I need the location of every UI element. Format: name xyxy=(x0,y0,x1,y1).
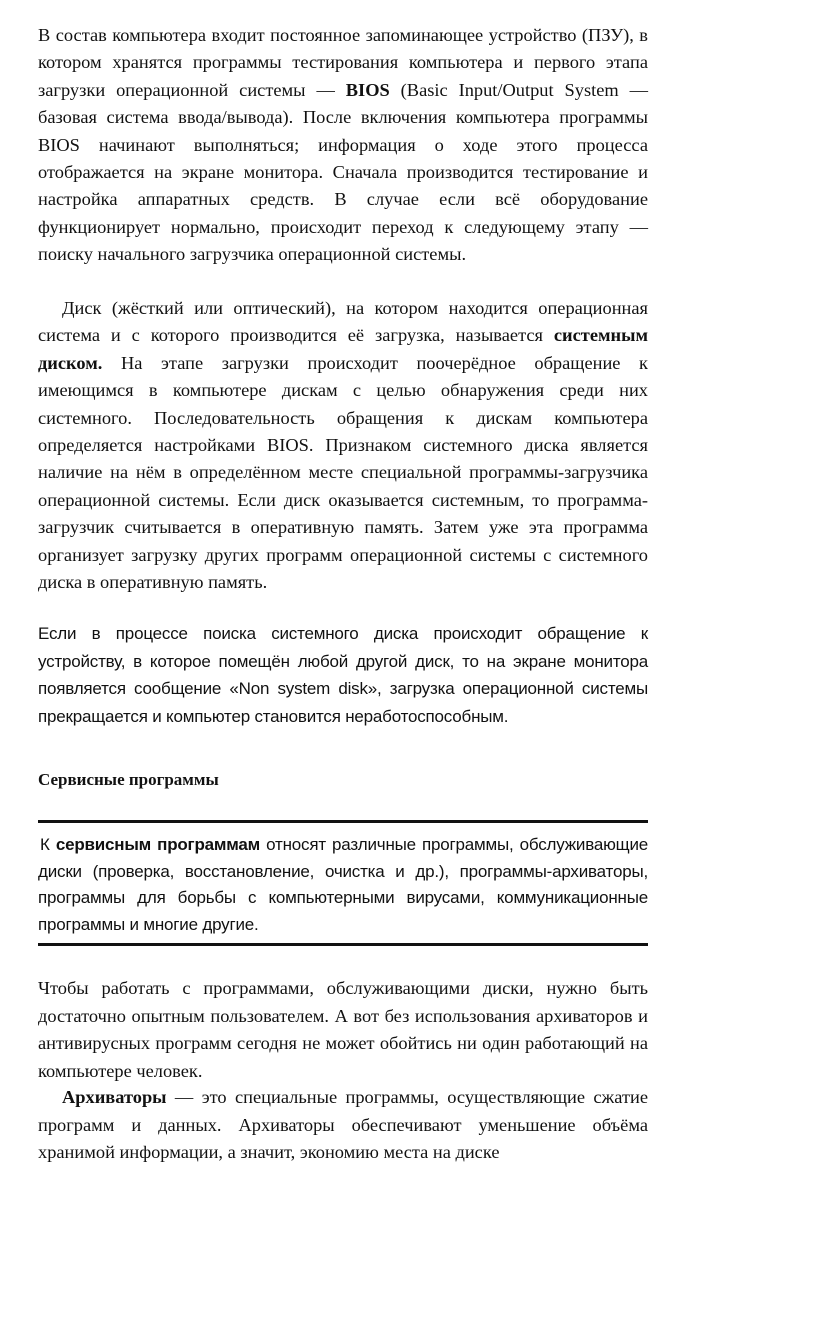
term-service-programs: сервисным программам xyxy=(55,835,261,854)
section-heading: Сервисные программы xyxy=(38,770,219,789)
paragraph-system-disk xyxy=(38,295,648,596)
text-span: Диск (жёсткий или оптический), на котором находится операционная система и с которого производится её загрузка, называется xyxy=(38,298,648,346)
term-bios: BIOS xyxy=(345,79,390,100)
note-non-system-disk: Если в процессе поиска системного диска происходит обращение к устройству, в которое помещён любой другой диск, то на экране монитора появляется сообщение «Non system disk», загрузка операционной системы прекращается и компьютер становится неработоспособным. xyxy=(38,624,648,726)
definition-rule-top xyxy=(38,820,648,823)
text-span: — это специальные программы, осуществляющие сжатие программ и данных. Архиваторы обеспечивают уменьшение объёма хранимой информации, а значит, экономию места на диске xyxy=(38,1087,648,1163)
term-archivers: Архиваторы xyxy=(62,1087,167,1107)
definition-service-programs xyxy=(38,832,648,938)
paragraph-archivers xyxy=(38,1084,648,1167)
paragraph-disk-utilities: Чтобы работать с программами, обслуживающими диски, нужно быть достаточно опытным пользователем. А вот без использования архиваторов и антивирусных программ сегодня не может обойтись ни один работающий на компьютере человек. xyxy=(38,978,648,1081)
text-span: относят различные программы, обслуживающие диски (проверка, восстановление, очистка и др.), программы-архиваторы, программы для борьбы с компьютерными вирусами, коммуникационные программы и многие другие. xyxy=(38,835,649,934)
text-span: К xyxy=(40,835,56,854)
text-span: В состав компьютера входит постоянное запоминающее устройство (ПЗУ), в котором хранятся программы тестирования компьютера и первого этапа загрузки операционной системы — xyxy=(38,25,648,100)
text-span: (Basic Input/Output System — базовая система ввода/вывода). После включения компьютера программы BIOS начинают выполняться; информация о ходе этого процесса отображается на экране монитора. Сначала производится тестирование и настройка аппаратных средств. В случае если всё оборудование функционирует нормально, происходит переход к следующему этапу — поиску начального загрузчика операционной системы. xyxy=(38,79,648,265)
paragraph-bios xyxy=(38,22,648,269)
definition-rule-bottom xyxy=(38,943,648,946)
term-system-disk: системным диском. xyxy=(38,325,648,373)
text-span: На этапе загрузки происходит поочерёдное обращение к имеющимся в компьютере дискам с целью обнаружения среди них системного. Последовательность обращения к дискам компьютера определяется настройками BIOS. Признаком системного диска является наличие на нём в определённом месте специальной программы-загрузчика операционной системы. Если диск оказывается системным, то программа-загрузчик считывается в оперативную память. Затем уже эта программа организует загрузку других программ операционной системы с системного диска в оперативную память. xyxy=(38,352,648,593)
